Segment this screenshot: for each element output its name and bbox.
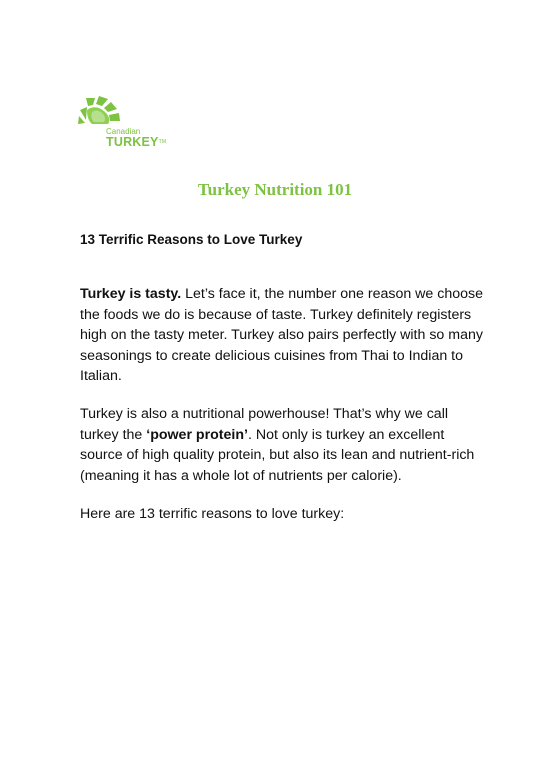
trademark-mark: TM	[158, 139, 167, 145]
document-title: Turkey Nutrition 101	[197, 180, 353, 199]
paragraph-intro-list: Here are 13 terrific reasons to love turkey:	[80, 506, 345, 522]
power-protein-bold: ‘power protein’	[146, 426, 248, 443]
paragraph-text-before: Turkey is also a nutritional powerhouse! That’s why we call turkey the	[80, 406, 449, 443]
paragraph-text-after: . Not only is turkey an excellent source of high quality protein, but also its lean and nutrient-rich (meaning it has a whole lot of nutrients per calorie).	[80, 426, 475, 484]
paragraph-lead-bold: Turkey is tasty.	[80, 286, 182, 302]
paragraph-taste	[80, 284, 490, 387]
logo-subtext: Canadian	[106, 127, 141, 136]
canadian-turkey-logo	[78, 96, 168, 156]
logo-wordmark-text: TURKEY	[106, 135, 159, 149]
paragraph-nutrition	[80, 404, 490, 486]
paragraph-text: Let’s face it, the number one reason we choose the foods we do is because of taste. Turkey definitely registers high on the tasty meter. Turkey also pairs perfectly with so many seasonings to create delicious cuisines from Thai to Indian to Italian.	[80, 286, 484, 384]
logo-wordmark	[106, 135, 166, 149]
section-subtitle: 13 Terrific Reasons to Love Turkey	[80, 232, 303, 247]
